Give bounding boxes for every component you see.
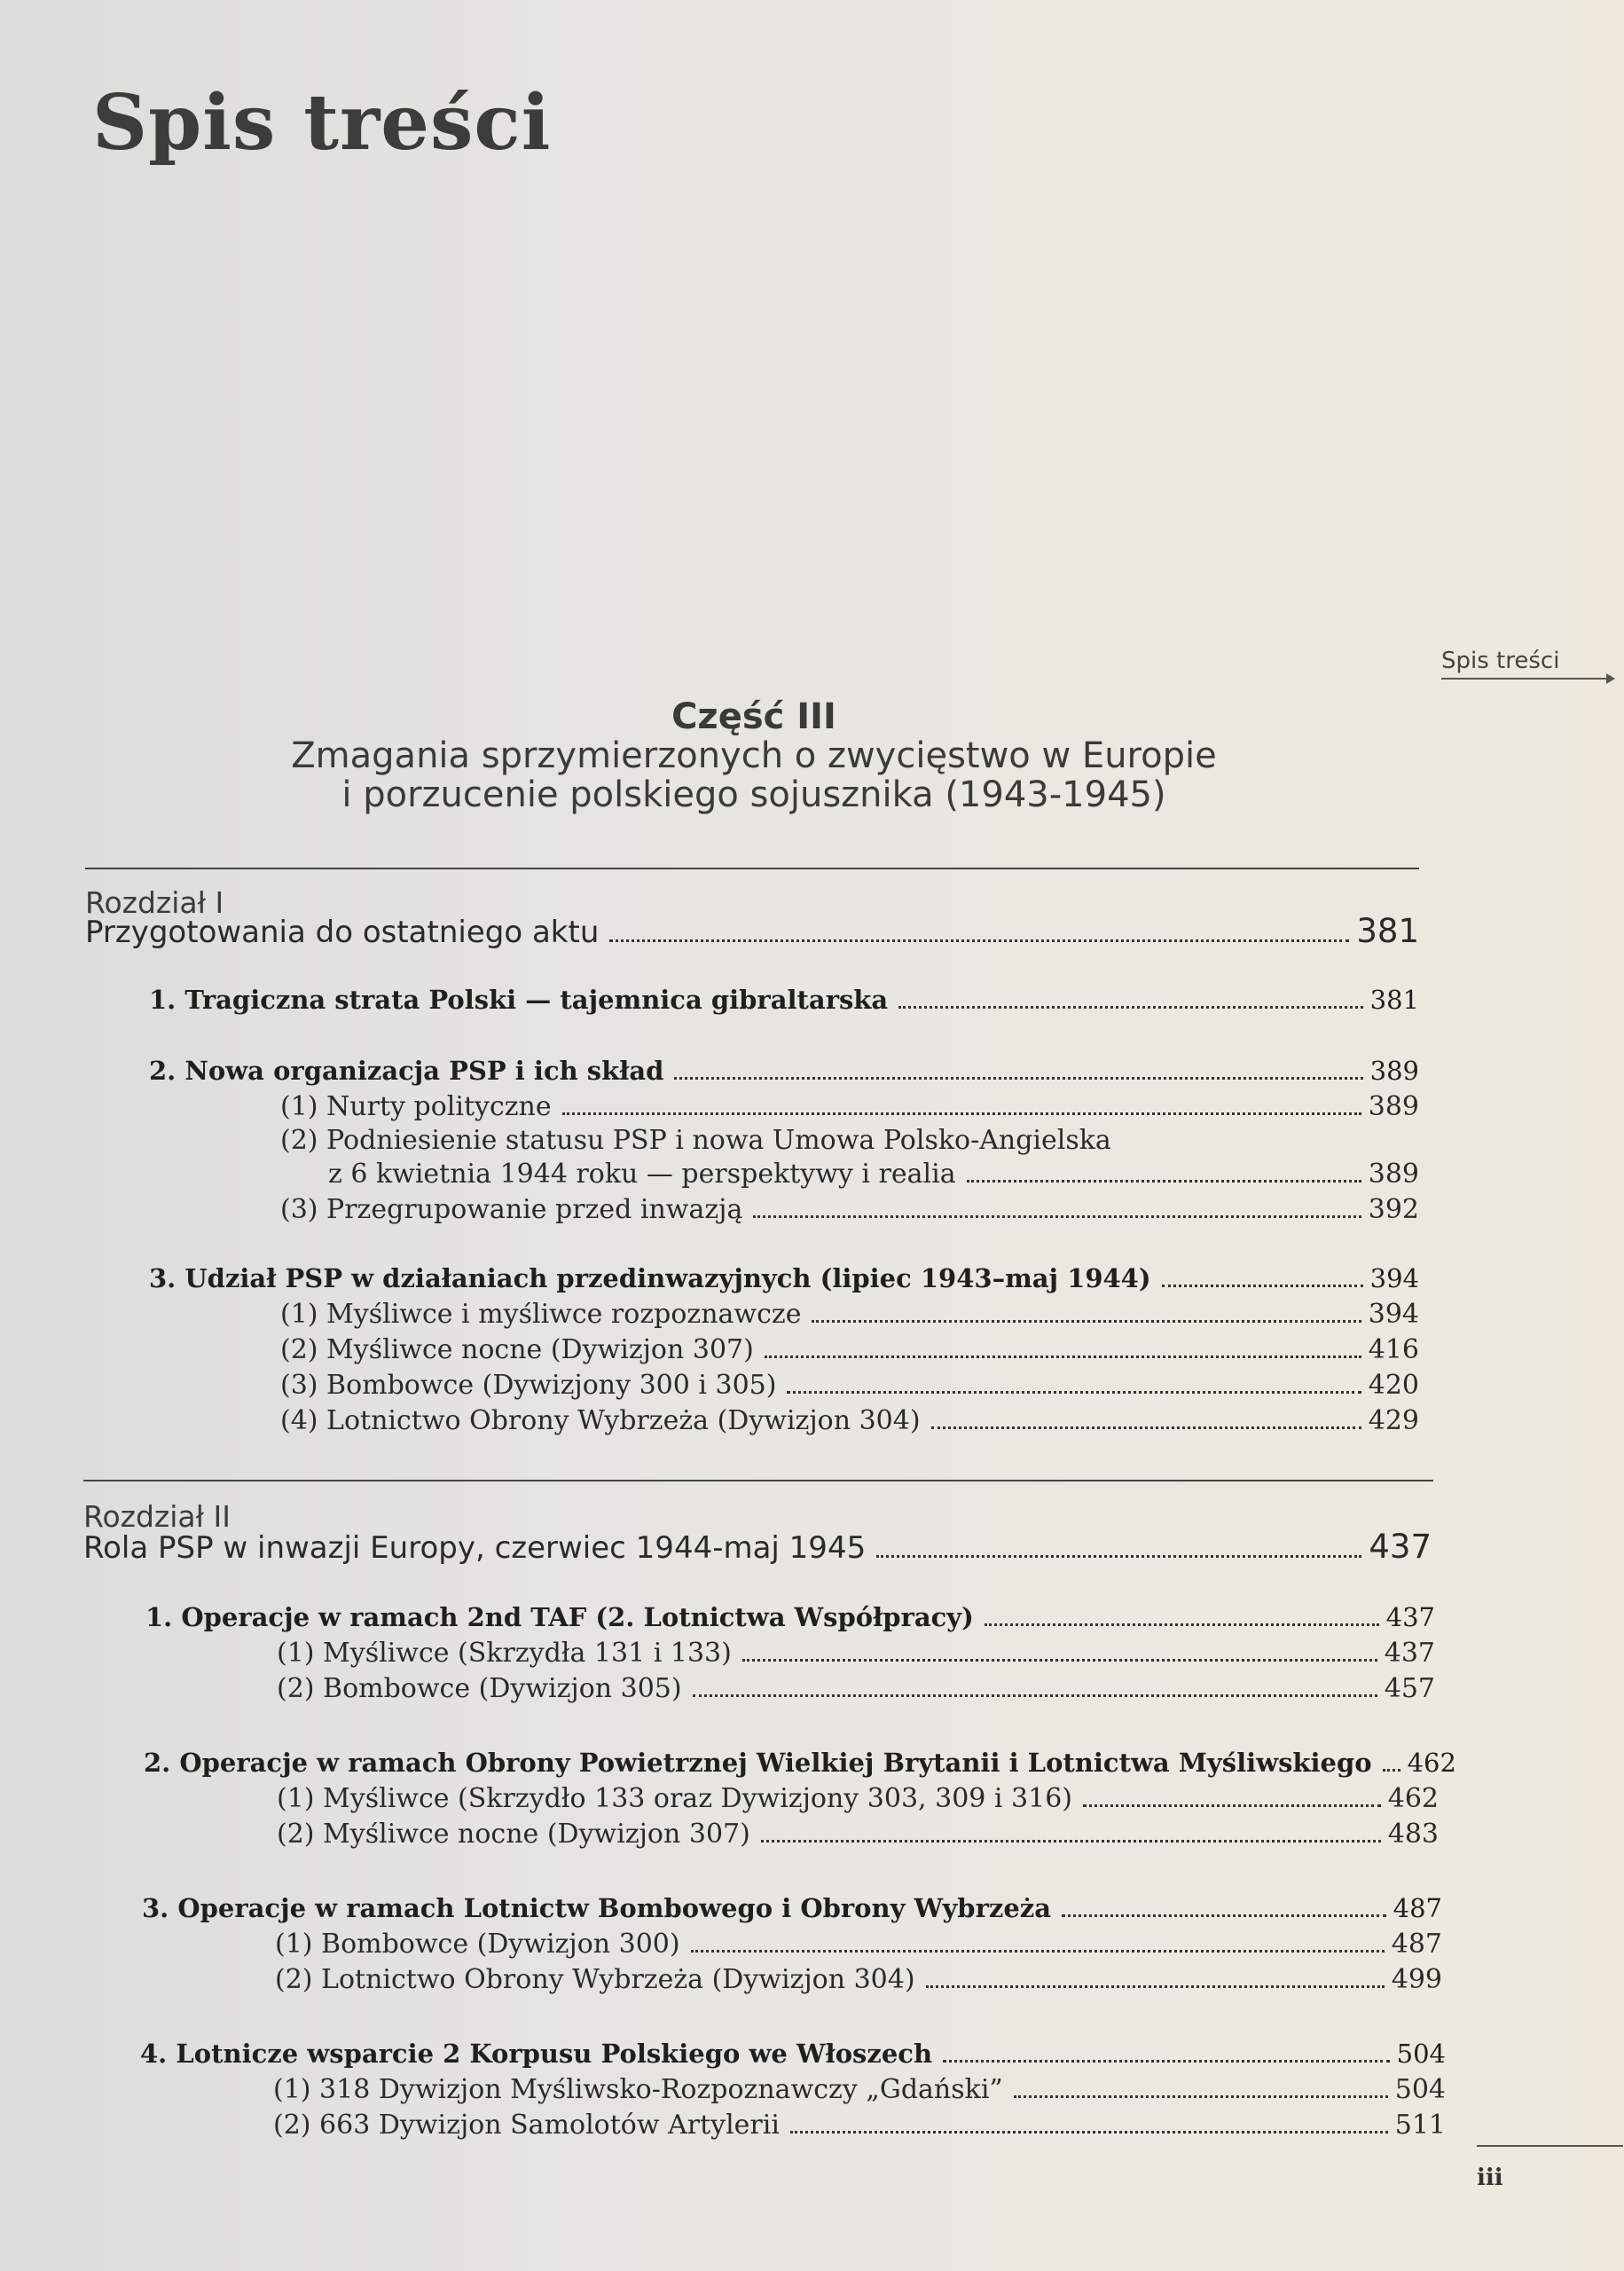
toc-section-entry[interactable]	[149, 1263, 1419, 1293]
section-title: 1. Operacje w ramach 2nd TAF (2. Lotnictwa Współpracy)	[145, 1602, 974, 1632]
dot-leader	[985, 1623, 1379, 1626]
page-number: 462	[1407, 1748, 1456, 1778]
chapter-title: Przygotowania do ostatniego aktu	[85, 915, 600, 950]
subsection-title: (1) Myśliwce i myśliwce rozpoznawcze	[280, 1299, 802, 1330]
subsection-title-continued: z 6 kwietnia 1944 roku — perspektywy i realia	[328, 1159, 956, 1190]
toc-chapter-entry[interactable]	[83, 1528, 1432, 1566]
folio-rule	[1477, 2145, 1623, 2147]
dot-leader	[812, 1320, 1361, 1323]
page-number: 389	[1369, 1056, 1419, 1086]
section-title: 2. Operacje w ramach Obrony Powietrznej Wielkiej Brytanii i Lotnictwa Myśliwskiego	[144, 1748, 1372, 1778]
toc-section-entry[interactable]	[149, 1056, 1419, 1086]
toc-subsection-entry[interactable]	[277, 1819, 1439, 1850]
page-number: 462	[1387, 1783, 1439, 1814]
dot-leader	[562, 1112, 1361, 1115]
page-number: 511	[1394, 2110, 1446, 2141]
subsection-title: (1) Myśliwce (Skrzydła 131 i 133)	[277, 1638, 732, 1669]
toc-subsection-entry[interactable]	[280, 1370, 1419, 1401]
page-number: 437	[1385, 1602, 1435, 1632]
chapter-label: Rozdział II	[83, 1499, 231, 1534]
dot-leader	[753, 1215, 1361, 1218]
part-label: Część III	[671, 696, 836, 737]
section-title: 4. Lotnicze wsparcie 2 Korpusu Polskiego we Włoszech	[140, 2039, 933, 2069]
subsection-title: (2) Bombowce (Dywizjon 305)	[277, 1673, 682, 1704]
page-number: 394	[1368, 1299, 1419, 1330]
page-number: 483	[1387, 1819, 1439, 1850]
chapter-label: Rozdział I	[85, 885, 224, 920]
section-title: 3. Udział PSP w działaniach przedinwazyjnych (lipiec 1943–maj 1944)	[149, 1263, 1151, 1293]
divider	[85, 868, 1419, 869]
dot-leader	[1014, 2095, 1388, 2098]
subsection-title: (4) Lotnictwo Obrony Wybrzeża (Dywizjon 304)	[280, 1405, 921, 1436]
subsection-title: (3) Bombowce (Dywizjony 300 i 305)	[280, 1370, 777, 1401]
subsection-title[interactable]: (2) Podniesienie statusu PSP i nowa Umowa Polsko-Angielska	[280, 1125, 1111, 1156]
subsection-title: (1) 318 Dywizjon Myśliwsko-Rozpoznawczy „Gdański”	[273, 2074, 1003, 2105]
toc-subsection-entry[interactable]	[275, 1964, 1442, 1995]
page-number: 389	[1368, 1091, 1419, 1122]
dot-leader	[1383, 1769, 1400, 1772]
page-number: 487	[1391, 1929, 1442, 1960]
toc-section-entry[interactable]	[144, 1748, 1456, 1778]
toc-subsection-entry[interactable]	[280, 1334, 1419, 1365]
page-number: 429	[1368, 1405, 1419, 1436]
dot-leader	[943, 2060, 1390, 2063]
section-title: 3. Operacje w ramach Lotnictw Bombowego i Obrony Wybrzeża	[142, 1893, 1052, 1923]
toc-subsection-entry[interactable]	[280, 1194, 1419, 1225]
toc-section-entry[interactable]	[145, 1602, 1435, 1632]
toc-subsection-entry[interactable]	[280, 1299, 1419, 1330]
page-number: 420	[1368, 1370, 1419, 1401]
toc-subsection-entry[interactable]	[280, 1405, 1419, 1436]
dot-leader	[761, 1840, 1381, 1843]
page-number: 487	[1393, 1893, 1442, 1923]
page-number: 499	[1391, 1964, 1442, 1995]
part-subtitle-line-1: Zmagania sprzymierzonych o zwycięstwo w Europie	[291, 735, 1217, 776]
toc-subsection-entry[interactable]	[280, 1091, 1419, 1122]
dot-leader	[790, 2131, 1388, 2133]
section-title: 2. Nowa organizacja PSP i ich skład	[149, 1056, 664, 1086]
toc-section-entry[interactable]	[149, 985, 1419, 1015]
dot-leader	[693, 1694, 1377, 1697]
page-number: 381	[1356, 912, 1419, 950]
page-number: 504	[1394, 2074, 1446, 2105]
dot-leader	[742, 1659, 1377, 1662]
dot-leader	[1083, 1804, 1381, 1807]
toc-subsection-entry[interactable]	[273, 2074, 1446, 2105]
page-number: 416	[1368, 1334, 1419, 1365]
dot-leader	[787, 1391, 1361, 1394]
subsection-title: (3) Przegrupowanie przed inwazją	[280, 1194, 743, 1225]
page-number: 394	[1369, 1263, 1419, 1293]
running-head: Spis treści	[1441, 648, 1610, 680]
chapter-title: Rola PSP w inwazji Europy, czerwiec 1944-maj 1945	[83, 1530, 867, 1566]
page-number: 504	[1396, 2039, 1446, 2069]
dot-leader	[609, 939, 1349, 942]
dot-leader	[967, 1180, 1361, 1183]
dot-leader	[1162, 1285, 1363, 1287]
dot-leader	[691, 1950, 1385, 1953]
page-number: 437	[1384, 1638, 1435, 1669]
page-number: 392	[1368, 1194, 1419, 1225]
toc-subsection-entry[interactable]	[273, 2110, 1446, 2141]
toc-subsection-entry[interactable]	[277, 1638, 1435, 1669]
page-number: 437	[1369, 1528, 1432, 1566]
subsection-title: (2) Myśliwce nocne (Dywizjon 307)	[280, 1334, 754, 1365]
subsection-title: (2) 663 Dywizjon Samolotów Artylerii	[273, 2110, 780, 2141]
subsection-title: (1) Bombowce (Dywizjon 300)	[275, 1929, 680, 1960]
toc-subsection-entry[interactable]	[277, 1673, 1435, 1704]
subsection-title: (1) Myśliwce (Skrzydło 133 oraz Dywizjony 303, 309 i 316)	[277, 1783, 1073, 1814]
page-number: 457	[1384, 1673, 1435, 1704]
page-title: Spis treści	[92, 78, 552, 168]
part-subtitle-line-2: i porzucenie polskiego sojusznika (1943-1945)	[341, 774, 1166, 815]
page-number: 389	[1368, 1159, 1419, 1190]
dot-leader	[926, 1985, 1385, 1988]
part-heading	[89, 697, 1419, 814]
dot-leader	[674, 1077, 1362, 1080]
toc-subsection-entry[interactable]	[277, 1783, 1439, 1814]
dot-leader	[1062, 1914, 1386, 1917]
toc-subsection-entry[interactable]	[328, 1159, 1419, 1190]
toc-chapter-entry[interactable]	[85, 912, 1419, 950]
toc-section-entry[interactable]	[142, 1893, 1442, 1923]
page-folio: iii	[1477, 2165, 1503, 2191]
page-number: 381	[1369, 985, 1419, 1015]
subsection-title: (1) Nurty polityczne	[280, 1091, 552, 1122]
dot-leader	[876, 1555, 1361, 1558]
divider	[83, 1480, 1433, 1481]
toc-section-entry[interactable]	[140, 2039, 1446, 2069]
dot-leader	[765, 1356, 1361, 1358]
subsection-title: (2) Lotnictwo Obrony Wybrzeża (Dywizjon 304)	[275, 1964, 915, 1995]
toc-subsection-entry[interactable]	[275, 1929, 1442, 1960]
dot-leader	[931, 1426, 1361, 1429]
dot-leader	[898, 1006, 1362, 1009]
section-title: 1. Tragiczna strata Polski — tajemnica gibraltarska	[149, 985, 889, 1015]
subsection-title: (2) Myśliwce nocne (Dywizjon 307)	[277, 1819, 750, 1850]
